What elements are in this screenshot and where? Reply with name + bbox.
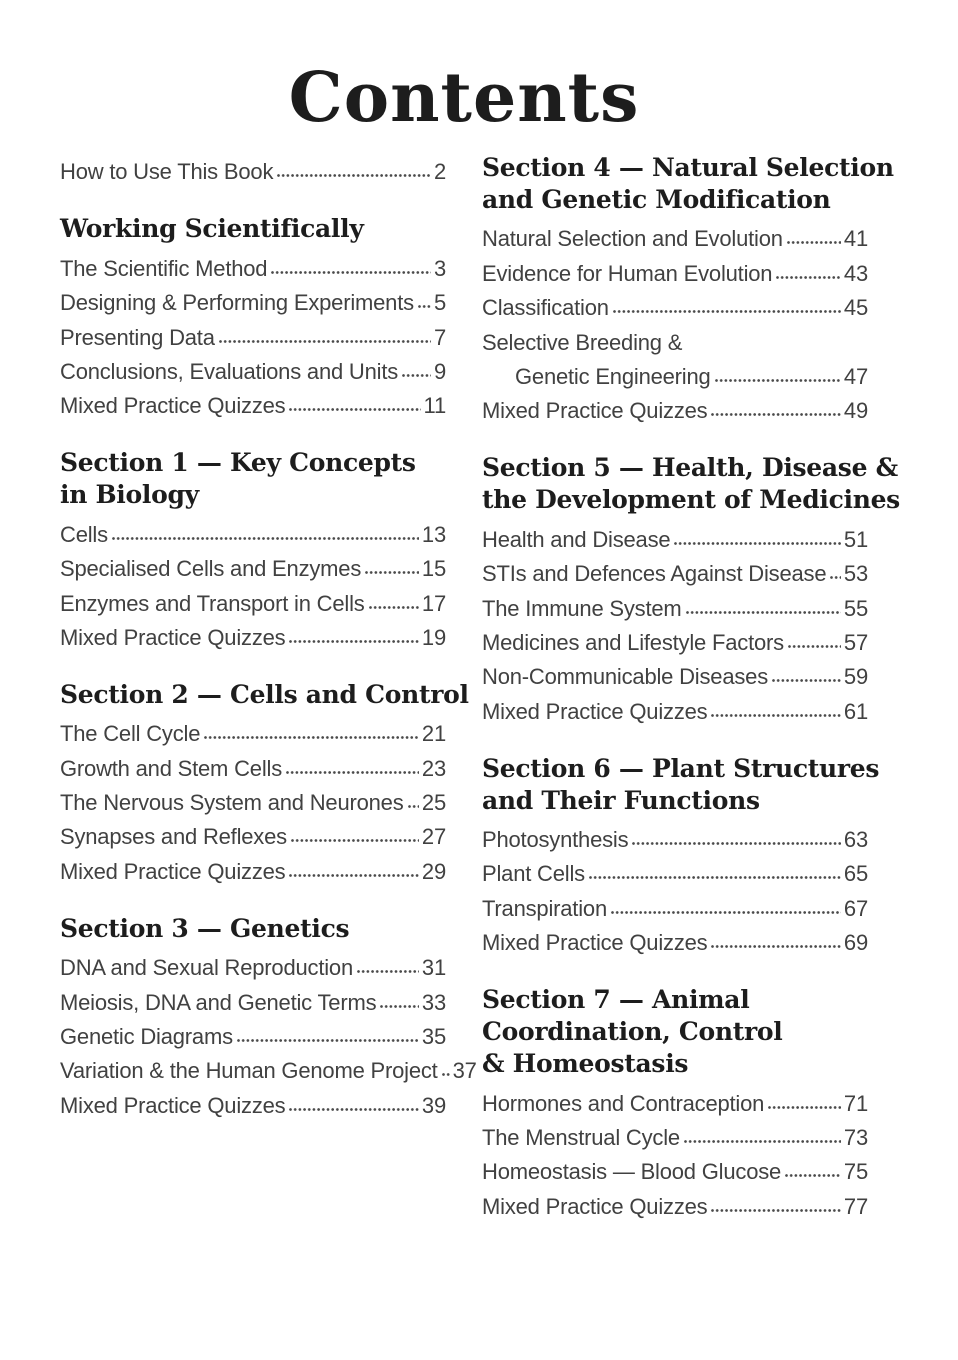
- toc-entry: [482, 253, 868, 287]
- page-title: Contents: [288, 58, 640, 138]
- entry-dot-leader: [380, 1005, 419, 1008]
- section-heading-line: and Genetic Modification: [482, 185, 831, 214]
- entry-label: The Cell Cycle: [60, 721, 201, 747]
- entry-dot-leader: [204, 736, 419, 739]
- entry-dot-leader: [787, 241, 841, 244]
- entry-dot-leader: [408, 805, 419, 808]
- entry-dot-leader: [711, 1209, 840, 1212]
- entry-page-number: 23: [421, 755, 446, 781]
- entry-label: DNA and Sexual Reproduction: [60, 955, 354, 981]
- entry-dot-leader: [271, 271, 431, 274]
- entry-page-number: 43: [843, 260, 868, 286]
- entry-label: Non-Communicable Diseases: [482, 664, 769, 690]
- entry-page-number: 39: [421, 1092, 446, 1118]
- entry-dot-leader: [289, 640, 418, 643]
- entry-dot-leader: [291, 839, 419, 842]
- entry-page-number: 17: [421, 590, 446, 616]
- toc-entry: [60, 618, 446, 652]
- entry-label: Mixed Practice Quizzes: [60, 393, 286, 419]
- entry-label: Conclusions, Evaluations and Units: [60, 358, 399, 384]
- entry-dot-leader: [632, 842, 841, 845]
- entry-page-number: 37: [452, 1058, 477, 1084]
- entry-label: Variation & the Human Genome Project: [60, 1058, 438, 1084]
- entry-dot-leader: [237, 1039, 419, 1042]
- section-heading: [482, 152, 894, 216]
- entry-dot-leader: [776, 276, 841, 279]
- toc-entry: [60, 386, 446, 420]
- entry-page-number: 61: [843, 698, 868, 724]
- toc-entry: [482, 854, 868, 888]
- entry-label: Mixed Practice Quizzes: [482, 398, 708, 424]
- section-heading-line: Section 4 — Natural Selection: [482, 153, 894, 182]
- section-heading: [60, 913, 446, 945]
- entry-dot-leader: [442, 1073, 450, 1076]
- section-heading-line: Working Scientifically: [60, 214, 364, 244]
- entry-dot-leader: [289, 408, 420, 411]
- entry-label: Medicines and Lifestyle Factors: [482, 629, 784, 655]
- section-heading: [60, 213, 446, 245]
- toc-entry: [482, 391, 868, 425]
- entry-dot-leader: [589, 876, 841, 879]
- toc-entry: [482, 888, 868, 922]
- toc-section: [482, 984, 868, 1221]
- section-heading-line: Section 6 — Plant Structures: [482, 753, 880, 783]
- entry-page-number: 67: [843, 895, 868, 921]
- entry-label: Hormones and Contraception: [482, 1090, 765, 1116]
- entry-label: Health and Disease: [482, 526, 671, 552]
- entry-dot-leader: [219, 340, 431, 343]
- toc-entry: [60, 514, 446, 548]
- toc-entry: [60, 352, 446, 386]
- entry-page-number: 51: [843, 526, 868, 552]
- entry-page-number: 31: [421, 955, 446, 981]
- section-heading-line: Section 5 — Health, Disease &: [482, 453, 898, 483]
- toc-entry: [482, 1083, 868, 1117]
- entry-dot-leader: [289, 1108, 418, 1111]
- entry-page-number: 7: [433, 324, 446, 350]
- toc-entry: [60, 317, 446, 351]
- toc-section: [60, 913, 477, 1120]
- entry-page-number: 45: [843, 295, 868, 321]
- entry-page-number: 2: [433, 159, 446, 185]
- entry-label: Genetic Diagrams: [60, 1024, 233, 1050]
- entry-dot-leader: [277, 174, 431, 177]
- entry-page-number: 3: [433, 255, 446, 281]
- entry-page-number: 9: [433, 358, 446, 384]
- toc-entry: [60, 1017, 446, 1051]
- section-heading: [60, 447, 446, 511]
- entry-label: Mixed Practice Quizzes: [482, 1193, 708, 1219]
- section-heading-line: in Biology: [60, 480, 199, 510]
- entry-label: Specialised Cells and Enzymes: [60, 556, 362, 582]
- entry-page-number: 5: [433, 290, 446, 316]
- toc-entry: [482, 219, 868, 253]
- toc-entry: [482, 820, 868, 854]
- entry-label: Mixed Practice Quizzes: [482, 698, 708, 724]
- toc-right-column: [482, 152, 900, 1221]
- toc-entry: [482, 357, 868, 391]
- entry-label: Evidence for Human Evolution: [482, 260, 773, 286]
- entry-dot-leader: [711, 714, 840, 717]
- entry-label: Mixed Practice Quizzes: [482, 930, 708, 956]
- entry-label: The Immune System: [482, 595, 682, 621]
- entry-label: Homeostasis — Blood Glucose: [482, 1159, 782, 1185]
- toc-entry: [482, 657, 868, 691]
- toc-entry: [482, 923, 868, 957]
- toc-entry: [60, 152, 446, 186]
- entry-page-number: 29: [421, 858, 446, 884]
- entry-label: Photosynthesis: [482, 827, 629, 853]
- entry-dot-leader: [613, 310, 841, 313]
- entry-dot-leader: [289, 874, 418, 877]
- entry-label: Meiosis, DNA and Genetic Terms: [60, 989, 377, 1015]
- entry-page-number: 49: [843, 398, 868, 424]
- toc-entry: [482, 623, 868, 657]
- toc-section: [60, 679, 469, 886]
- entry-dot-leader: [715, 379, 841, 382]
- entry-label: Presenting Data: [60, 324, 215, 350]
- toc-entry: [60, 948, 446, 982]
- section-heading-line: Section 7 — Animal: [482, 985, 750, 1015]
- entry-page-number: 11: [423, 393, 446, 419]
- entry-page-number: 75: [843, 1159, 868, 1185]
- entry-label: Genetic Engineering: [515, 363, 711, 389]
- entry-label: Classification: [482, 295, 609, 321]
- toc-section: [482, 753, 880, 958]
- entry-page-number: 47: [843, 363, 868, 389]
- entry-dot-leader: [611, 911, 841, 914]
- entry-page-number: 41: [843, 226, 868, 252]
- entry-label: Selective Breeding &: [482, 329, 683, 355]
- entry-dot-leader: [711, 945, 840, 948]
- toc-entry: [60, 714, 446, 748]
- entry-page-number: 69: [843, 930, 868, 956]
- toc-section: [482, 452, 900, 725]
- entry-page-number: 71: [843, 1090, 868, 1116]
- toc-entry: [482, 691, 868, 725]
- entry-dot-leader: [357, 970, 419, 973]
- section-heading: [482, 452, 900, 516]
- entry-dot-leader: [684, 1140, 841, 1143]
- entry-dot-leader: [402, 374, 431, 377]
- toc-entry: [482, 1152, 868, 1186]
- entry-page-number: 53: [843, 561, 868, 587]
- toc-entry: [60, 583, 446, 617]
- toc-entry: [60, 1051, 477, 1085]
- entry-label: STIs and Defences Against Disease: [482, 561, 827, 587]
- toc-entry: [482, 588, 868, 622]
- entry-label: Mixed Practice Quizzes: [60, 858, 286, 884]
- entry-dot-leader: [785, 1174, 841, 1177]
- entry-label: The Nervous System and Neurones: [60, 790, 404, 816]
- entry-dot-leader: [112, 537, 419, 540]
- toc-entry: [482, 1118, 868, 1152]
- toc-section: [60, 447, 446, 652]
- entry-page-number: 65: [843, 861, 868, 887]
- entry-dot-leader: [365, 571, 419, 574]
- entry-label: Transpiration: [482, 895, 607, 921]
- toc-entry: [60, 817, 446, 851]
- entry-dot-leader: [418, 305, 431, 308]
- section-heading: [482, 753, 880, 817]
- toc-section: [482, 152, 894, 425]
- entry-page-number: 55: [843, 595, 868, 621]
- entry-dot-leader: [369, 606, 419, 609]
- entry-label: Enzymes and Transport in Cells: [60, 590, 365, 616]
- entry-label: The Menstrual Cycle: [482, 1125, 680, 1151]
- section-heading-line: and Their Functions: [482, 785, 760, 815]
- entry-page-number: 57: [843, 629, 868, 655]
- section-heading-line: Section 2 — Cells and Control: [60, 679, 469, 709]
- entry-page-number: 59: [843, 664, 868, 690]
- toc-entry: [60, 283, 446, 317]
- toc-entry: [60, 783, 446, 817]
- entry-page-number: 73: [843, 1125, 868, 1151]
- toc-entry: [60, 982, 446, 1016]
- entry-dot-leader: [772, 679, 841, 682]
- section-heading: [60, 679, 469, 711]
- section-heading: [482, 984, 868, 1080]
- toc-columns: [60, 152, 900, 1221]
- entry-label: Plant Cells: [482, 861, 585, 887]
- section-heading-line: Section 1 — Key Concepts: [60, 448, 416, 478]
- entry-page-number: 21: [421, 721, 446, 747]
- toc-entry: [60, 1085, 446, 1119]
- entry-page-number: 27: [421, 824, 446, 850]
- entry-page-number: 13: [421, 521, 446, 547]
- toc-entry: [60, 248, 446, 282]
- toc-entry: [482, 288, 868, 322]
- section-heading-line: Section 3 — Genetics: [60, 913, 350, 943]
- toc-entry: [482, 322, 868, 356]
- entry-label: Mixed Practice Quizzes: [60, 1092, 286, 1118]
- entry-label: Natural Selection and Evolution: [482, 226, 783, 252]
- entry-dot-leader: [286, 771, 419, 774]
- toc-entry: [482, 554, 868, 588]
- entry-label: Growth and Stem Cells: [60, 755, 282, 781]
- entry-label: Mixed Practice Quizzes: [60, 624, 286, 650]
- toc-entry: [482, 1186, 868, 1220]
- entry-label: Cells: [60, 521, 108, 547]
- entry-page-number: 63: [843, 827, 868, 853]
- section-heading-line: & Homeostasis: [482, 1049, 689, 1079]
- entry-dot-leader: [711, 413, 840, 416]
- toc-entry: [60, 748, 446, 782]
- entry-page-number: 33: [421, 989, 446, 1015]
- toc-section: [60, 213, 446, 420]
- entry-dot-leader: [830, 576, 841, 579]
- entry-label: The Scientific Method: [60, 255, 268, 281]
- entry-page-number: 25: [421, 790, 446, 816]
- section-heading-line: the Development of Medicines: [482, 485, 900, 515]
- toc-entry: [60, 851, 446, 885]
- entry-label: Designing & Performing Experiments: [60, 290, 414, 316]
- entry-page-number: 77: [843, 1193, 868, 1219]
- toc-entry: [482, 519, 868, 553]
- entry-page-number: 35: [421, 1024, 446, 1050]
- toc-entry: [60, 549, 446, 583]
- entry-dot-leader: [788, 645, 841, 648]
- entry-label: How to Use This Book: [60, 159, 274, 185]
- entry-dot-leader: [686, 611, 841, 614]
- entry-dot-leader: [768, 1106, 841, 1109]
- toc-left-column: [60, 152, 477, 1221]
- entry-page-number: 15: [421, 556, 446, 582]
- entry-label: Synapses and Reflexes: [60, 824, 287, 850]
- entry-page-number: 19: [421, 624, 446, 650]
- entry-dot-leader: [674, 542, 841, 545]
- section-heading-line: Coordination, Control: [482, 1017, 783, 1047]
